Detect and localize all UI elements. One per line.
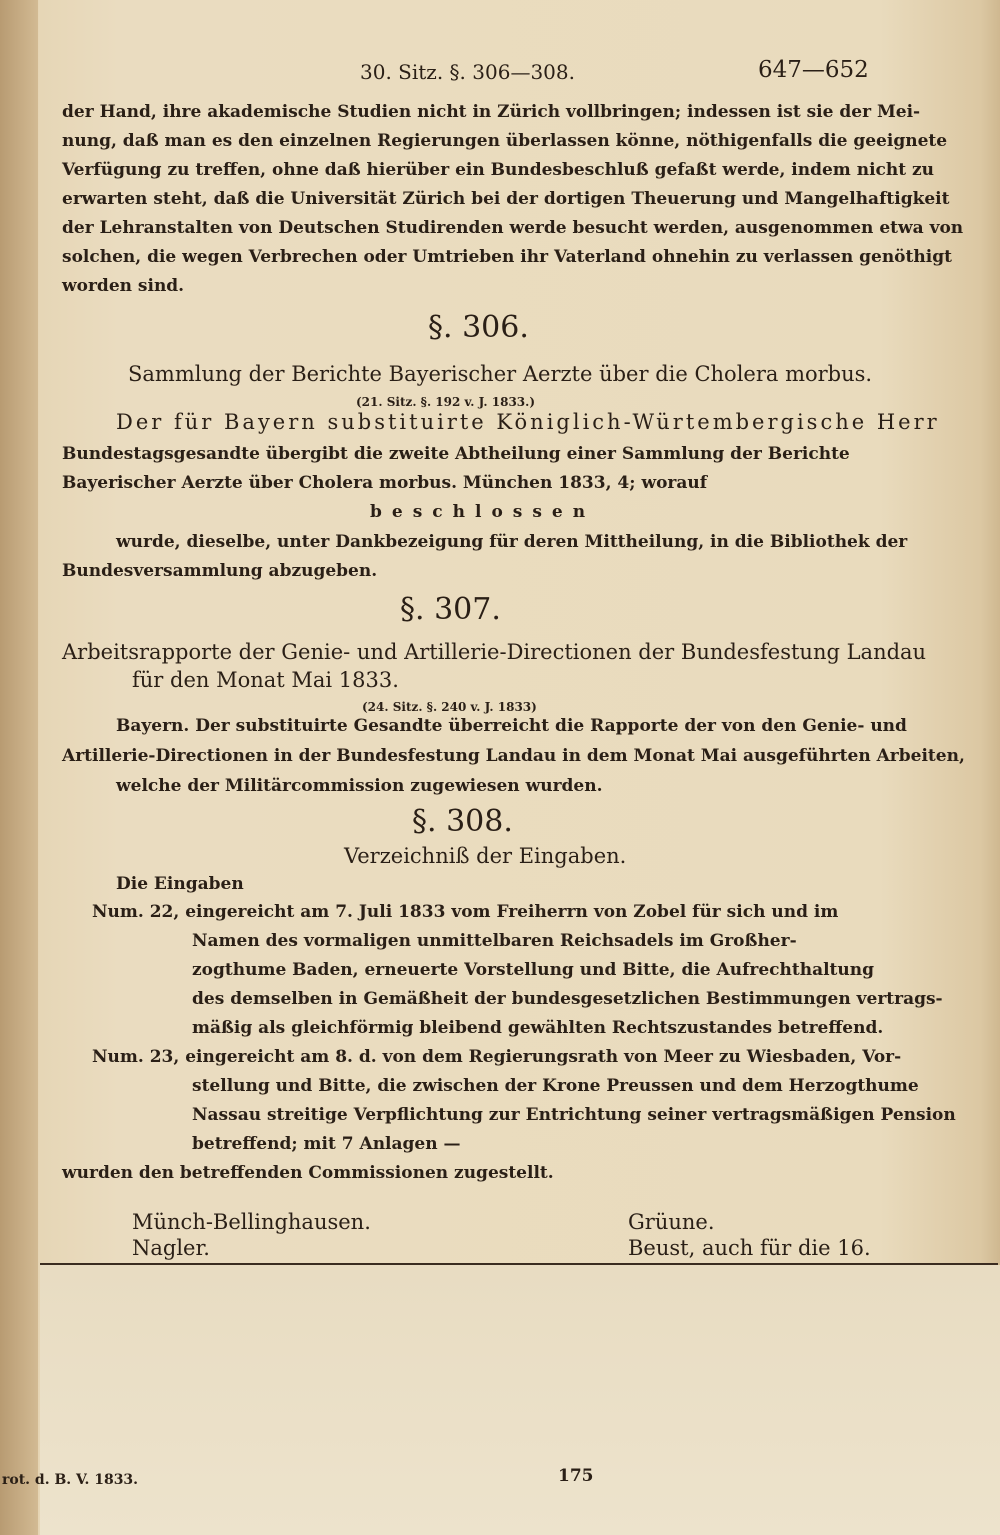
intro-line: der Lehranstalten von Deutschen Studirenden werde besucht werden, ausgenommen etwa von xyxy=(62,218,964,238)
signature-right-1: Grüune. xyxy=(628,1210,715,1234)
eingabe-23-line: betreffend; mit 7 Anlagen — xyxy=(192,1134,461,1154)
signature-right-2: Beust, auch für die 16. xyxy=(628,1236,871,1260)
intro-line: Verfügung zu treffen, ohne daß hierüber ein Bundesbeschluß gefaßt werde, indem nicht zu xyxy=(62,160,935,180)
eingabe-22-line: Num. 22, eingereicht am 7. Juli 1833 vom Freiherrn von Zobel für sich und im xyxy=(92,902,839,922)
intro-line: worden sind. xyxy=(62,276,185,296)
section-308-title: Verzeichniß der Eingaben. xyxy=(344,844,627,868)
section-306-line: Der für Bayern substituirte Königlich-Würtembergische Herr xyxy=(116,410,940,434)
eingabe-22-line: mäßig als gleichförmig bleibend gewählten Rechtszustandes betreffend. xyxy=(192,1018,884,1038)
section-306-title: Sammlung der Berichte Bayerischer Aerzte über die Cholera morbus. xyxy=(128,362,873,386)
eingabe-23-line: Num. 23, eingereicht am 8. d. von dem Regierungsrath von Meer zu Wiesbaden, Vor- xyxy=(92,1047,902,1067)
intro-line: erwarten steht, daß die Universität Zürich bei der dortigen Theuerung und Mangelhaftigkeit xyxy=(62,189,950,209)
eingabe-23-line: Nassau streitige Verpflichtung zur Entrichtung seiner vertragsmäßigen Pension xyxy=(192,1105,956,1125)
eingabe-22-line: zogthume Baden, erneuerte Vorstellung und Bitte, die Aufrechthaltung xyxy=(192,960,875,980)
lower-paper xyxy=(40,1265,1000,1535)
page-range: 647—652 xyxy=(758,57,869,83)
eingabe-23-line: stellung und Bitte, die zwischen der Krone Preussen und dem Herzogthume xyxy=(192,1076,919,1096)
eingaben-lead: Die Eingaben xyxy=(116,874,244,894)
section-306-line: Bundesversammlung abzugeben. xyxy=(62,561,378,581)
intro-line: der Hand, ihre akademische Studien nicht in Zürich vollbringen; indessen ist sie der Mei- xyxy=(62,102,921,122)
eingabe-22-line: des demselben in Gemäßheit der bundesgesetzlichen Bestimmungen vertrags- xyxy=(192,989,943,1009)
section-307-line: welche der Militärcommission zugewiesen wurden. xyxy=(116,776,603,796)
section-308-number: §. 308. xyxy=(412,804,513,839)
signature-left-1: Münch-Bellinghausen. xyxy=(132,1210,371,1234)
page-number: 175 xyxy=(558,1466,594,1486)
section-307-reference: (24. Sitz. §. 240 v. J. 1833) xyxy=(362,700,537,714)
section-307-number: §. 307. xyxy=(400,592,501,627)
section-307-line: Bayern. Der substituirte Gesandte überreicht die Rapporte der von den Genie- und xyxy=(116,716,907,736)
section-307-title: für den Monat Mai 1833. xyxy=(132,668,399,692)
running-header: 30. Sitz. §. 306—308. xyxy=(360,60,575,84)
beschlossen: beschlossen xyxy=(370,502,596,522)
section-307-line: Artillerie-Directionen in der Bundesfestung Landau in dem Monat Mai ausgeführten Arbeiten, xyxy=(62,746,965,766)
section-306-reference: (21. Sitz. §. 192 v. J. 1833.) xyxy=(356,395,536,409)
footer-signature: rot. d. B. V. 1833. xyxy=(2,1472,139,1488)
section-306-number: §. 306. xyxy=(428,310,529,345)
intro-line: solchen, die wegen Verbrechen oder Umtrieben ihr Vaterland ohnehin zu verlassen genöthigt xyxy=(62,247,952,267)
section-306-line: Bayerischer Aerzte über Cholera morbus. München 1833, 4; worauf xyxy=(62,473,708,493)
page-edge xyxy=(0,0,38,1535)
signature-rule xyxy=(40,1263,998,1265)
section-306-line: wurde, dieselbe, unter Dankbezeigung für deren Mittheilung, in die Bibliothek der xyxy=(116,532,908,552)
intro-line: nung, daß man es den einzelnen Regierungen überlassen könne, nöthigenfalls die geeignete xyxy=(62,131,948,151)
section-307-title: Arbeitsrapporte der Genie- und Artillerie-Directionen der Bundesfestung Landau xyxy=(62,640,927,664)
eingabe-22-line: Namen des vormaligen unmittelbaren Reichsadels im Großher- xyxy=(192,931,797,951)
signature-left-2: Nagler. xyxy=(132,1236,210,1260)
eingaben-closing: wurden den betreffenden Commissionen zugestellt. xyxy=(62,1163,554,1183)
section-306-line: Bundestagsgesandte übergibt die zweite Abtheilung einer Sammlung der Berichte xyxy=(62,444,850,464)
